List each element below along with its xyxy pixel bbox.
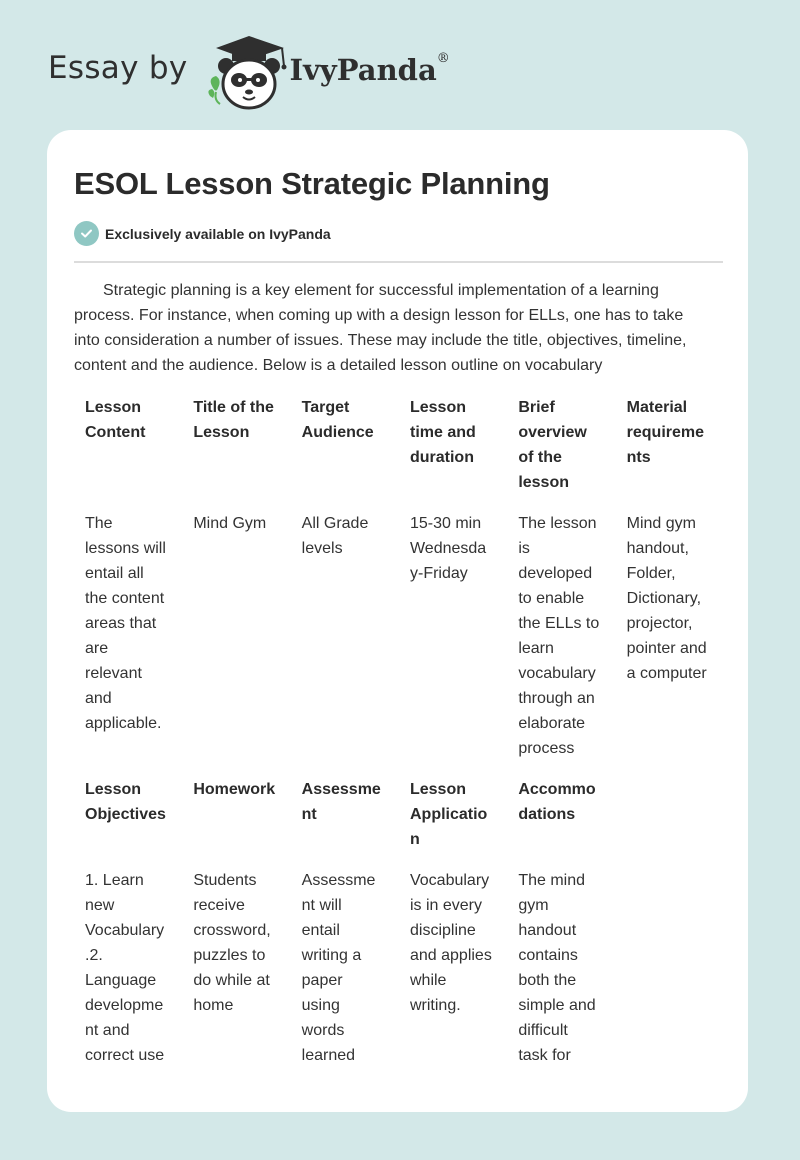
cell-text-line: handout, xyxy=(626,540,689,557)
cell-text-line: nts xyxy=(626,449,651,466)
cell-text-line: Content xyxy=(85,424,146,441)
table-cell xyxy=(291,511,399,775)
table-header-cell xyxy=(74,395,182,509)
cell-text-line: words xyxy=(301,1022,345,1039)
cell-text-line: Homework xyxy=(193,781,276,798)
cell-text-line: elaborate xyxy=(518,715,586,732)
cell-text-line: Students xyxy=(193,872,257,889)
essay-card xyxy=(47,130,748,1112)
cell-text-line: the content xyxy=(85,590,165,607)
cell-text-line: discipline xyxy=(409,922,476,939)
panda-logo-icon xyxy=(204,34,294,114)
cell-text-line: crossword, xyxy=(193,922,271,939)
table-cell xyxy=(616,511,724,775)
cell-text-line: Audience xyxy=(301,424,374,441)
lesson-outline-table xyxy=(74,393,724,1066)
table-header-row xyxy=(74,775,724,866)
cell-text-line: difficult xyxy=(518,1022,568,1039)
cell-text-line: Target xyxy=(301,399,350,416)
cell-text-line: Assessme xyxy=(301,872,376,889)
cell-text-line: requireme xyxy=(626,424,705,441)
cell-text-line: receive xyxy=(193,897,245,914)
table-header-cell xyxy=(291,395,399,509)
cell-text-line: 15-30 min xyxy=(409,515,482,532)
cell-text-line: Mind Gym xyxy=(193,515,267,532)
checkmark-icon xyxy=(74,221,99,246)
table-cell xyxy=(399,868,507,1066)
cell-text-line: The lesson xyxy=(518,515,597,532)
cell-text-line: home xyxy=(193,997,234,1014)
table-header-cell xyxy=(399,395,507,509)
table-cell xyxy=(507,511,615,775)
cell-text-line: Title of the xyxy=(193,399,274,416)
cell-text-line: Brief xyxy=(518,399,555,416)
cell-text-line: Applicatio xyxy=(409,806,488,823)
cell-text-line: and applies xyxy=(409,947,492,964)
cell-text-line: Lesson xyxy=(409,781,466,798)
cell-text-line: nt and xyxy=(85,1022,130,1039)
cell-text-line: Lesson xyxy=(193,424,250,441)
cell-text-line: entail all xyxy=(85,565,144,582)
cell-text-line: Wednesda xyxy=(409,540,487,557)
cell-text-line: the ELLs to xyxy=(518,615,600,632)
cell-text-line: areas that xyxy=(85,615,157,632)
divider xyxy=(74,261,723,263)
table-header-cell xyxy=(182,777,290,866)
cell-text-line: developme xyxy=(85,997,164,1014)
cell-text-line: task for xyxy=(518,1047,571,1064)
cell-text-line: developed xyxy=(518,565,593,582)
cell-text-line: handout xyxy=(518,922,577,939)
cell-text-line: Lesson xyxy=(409,399,466,416)
cell-text-line: process xyxy=(518,740,575,757)
intro-line: content and the audience. Below is a detailed lesson outline on vocabulary xyxy=(74,357,603,374)
cell-text-line: a computer xyxy=(626,665,707,682)
page-title: ESOL Lesson Strategic Planning xyxy=(74,166,550,201)
table-header-cell xyxy=(616,777,724,866)
cell-text-line: Lesson xyxy=(85,781,142,798)
cell-text-line: Vocabulary xyxy=(409,872,490,889)
cell-text-line: Accommo xyxy=(518,781,596,798)
cell-text-line: lessons will xyxy=(85,540,166,557)
cell-text-line: simple and xyxy=(518,997,596,1014)
table-header-cell xyxy=(74,777,182,866)
table-header-row xyxy=(74,393,724,509)
cell-text-line: correct use xyxy=(85,1047,165,1064)
brand-logo[interactable] xyxy=(48,34,450,114)
table-cell xyxy=(507,868,615,1066)
cell-text-line: are xyxy=(85,640,109,657)
cell-text-line: gym xyxy=(518,897,549,914)
intro-line: Strategic planning is a key element for successful implementation of a learning xyxy=(103,282,659,299)
cell-text-line: vocabulary xyxy=(518,665,596,682)
table-header-cell xyxy=(507,395,615,509)
cell-text-line: writing. xyxy=(409,997,461,1014)
cell-text-line: relevant xyxy=(85,665,142,682)
intro-line: into consideration a number of issues. These may include the title, objectives, timeline, xyxy=(74,332,687,349)
cell-text-line: do while at xyxy=(193,972,270,989)
cell-text-line: writing a xyxy=(301,947,362,964)
table-cell xyxy=(182,511,290,775)
cell-text-line: duration xyxy=(409,449,474,466)
cell-text-line: levels xyxy=(301,540,343,557)
cell-text-line: nt xyxy=(301,806,317,823)
table-cell xyxy=(74,511,182,775)
cell-text-line: y-Friday xyxy=(409,565,468,582)
cell-text-line: time and xyxy=(409,424,476,441)
cell-text-line: dations xyxy=(518,806,576,823)
cell-text-line: contains xyxy=(518,947,578,964)
cell-text-line: and xyxy=(85,690,112,707)
cell-text-line: Mind gym xyxy=(626,515,696,532)
cell-text-line: The xyxy=(85,515,113,532)
table-cell xyxy=(74,868,182,1066)
brand-prefix: Essay by xyxy=(48,50,188,86)
cell-text-line: n xyxy=(409,831,420,848)
cell-text-line: The mind xyxy=(518,872,586,889)
table-header-cell xyxy=(399,777,507,866)
cell-text-line: applicable. xyxy=(85,715,162,732)
cell-text-line: Assessme xyxy=(301,781,381,798)
cell-text-line: Material xyxy=(626,399,688,416)
exclusive-badge xyxy=(74,221,331,246)
table-row xyxy=(74,509,724,775)
cell-text-line: .2. xyxy=(85,947,103,964)
cell-text-line: All Grade xyxy=(301,515,369,532)
cell-text-line: using xyxy=(301,997,340,1014)
cell-text-line: nt will xyxy=(301,897,342,914)
cell-text-line: learned xyxy=(301,1047,356,1064)
table-cell xyxy=(182,868,290,1066)
cell-text-line: Lesson xyxy=(85,399,142,416)
cell-text-line: pointer and xyxy=(626,640,707,657)
table-cell xyxy=(399,511,507,775)
cell-text-line: entail xyxy=(301,922,340,939)
cell-text-line: paper xyxy=(301,972,343,989)
table-header-cell xyxy=(291,777,399,866)
cell-text-line: Language xyxy=(85,972,157,989)
cell-text-line: Folder, xyxy=(626,565,676,582)
cell-text-line: is xyxy=(518,540,530,557)
cell-text-line: through an xyxy=(518,690,595,707)
intro-paragraph xyxy=(74,278,724,378)
cell-text-line: Vocabulary xyxy=(85,922,165,939)
table-row xyxy=(74,866,724,1066)
intro-line: process. For instance, when coming up with a design lesson for ELLs, one has to take xyxy=(74,307,684,324)
cell-text-line: Dictionary, xyxy=(626,590,702,607)
cell-text-line: lesson xyxy=(518,474,569,491)
brand-name: IvyPanda® xyxy=(289,51,450,87)
cell-text-line: puzzles to xyxy=(193,947,266,964)
cell-text-line: new xyxy=(85,897,115,914)
cell-text-line: projector, xyxy=(626,615,693,632)
cell-text-line: both the xyxy=(518,972,577,989)
table-header-cell xyxy=(182,395,290,509)
table-header-cell xyxy=(507,777,615,866)
badge-text: Exclusively available on IvyPanda xyxy=(105,225,331,242)
table-cell xyxy=(616,868,724,1066)
cell-text-line: learn xyxy=(518,640,554,657)
cell-text-line: of the xyxy=(518,449,562,466)
table-cell xyxy=(291,868,399,1066)
cell-text-line: to enable xyxy=(518,590,585,607)
cell-text-line: while xyxy=(409,972,447,989)
cell-text-line: Objectives xyxy=(85,806,166,823)
table-header-cell xyxy=(616,395,724,509)
cell-text-line: overview xyxy=(518,424,587,441)
cell-text-line: is in every xyxy=(409,897,483,914)
cell-text-line: 1. Learn xyxy=(85,872,144,889)
